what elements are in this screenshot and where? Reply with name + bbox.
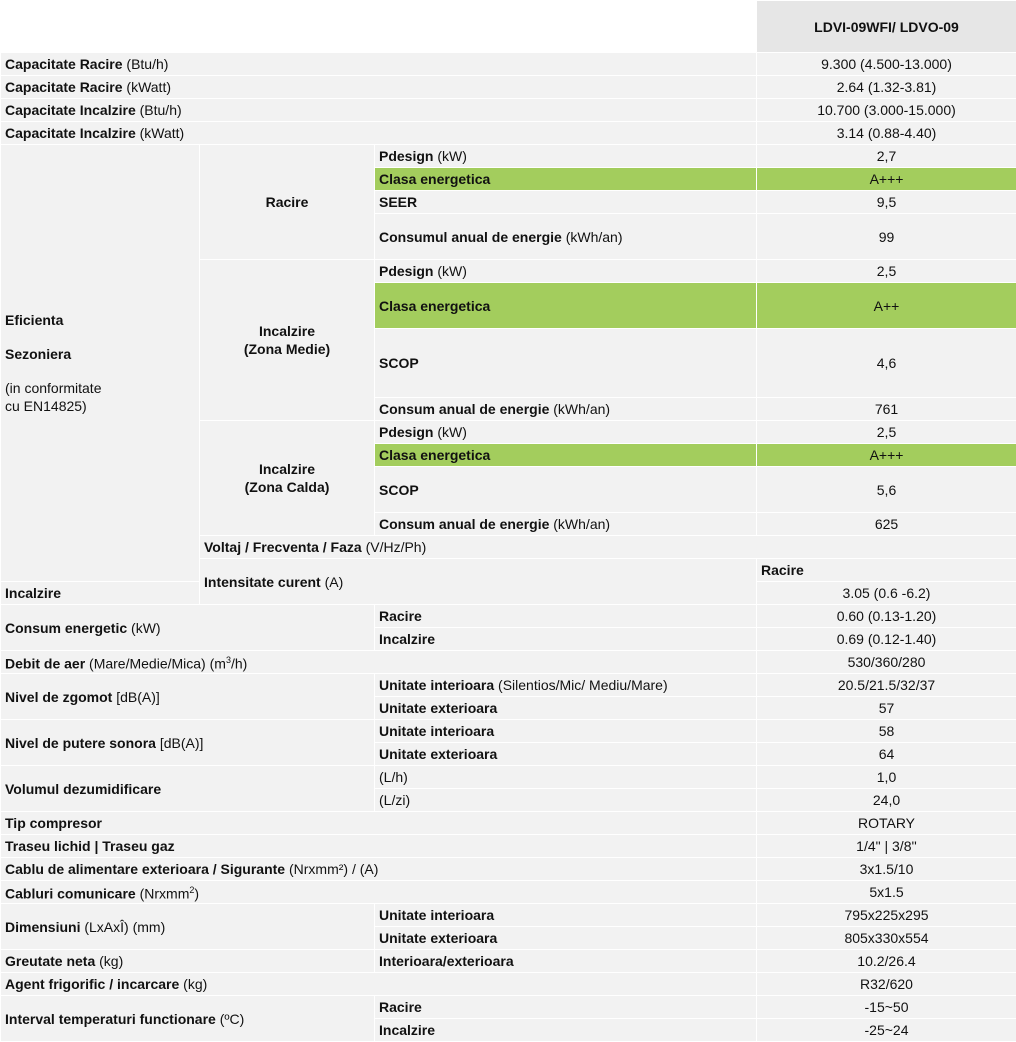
consum-value: 761 [757,398,1016,421]
row-value: 0.69 (0.12-1.40) [757,628,1016,651]
row-value: 58 [757,720,1016,743]
seer-value: 9,5 [757,191,1016,214]
sub-label: Unitate interioara (Silentios/Mic/ Mediu/Mare) [375,674,757,697]
sub-label: (L/zi) [375,789,757,812]
sub-label: Incalzire [375,1019,757,1042]
row-label: Capacitate Racire (kWatt) [1,76,757,99]
energy-class-value: A+++ [757,444,1016,467]
sub-label: Unitate exterioara [375,743,757,766]
row-label: Tip compresor [1,812,757,835]
row-value: 9.300 (4.500-13.000) [757,53,1016,76]
sub-label: Racire [375,996,757,1019]
row-value: R32/620 [757,973,1016,996]
sub-label: Incalzire [1,582,200,605]
row-value: ROTARY [757,812,1016,835]
row-value: 10.700 (3.000-15.000) [757,99,1016,122]
energy-class-value: A++ [757,283,1016,329]
sub-label: Racire [757,559,1016,582]
row-label: Traseu lichid | Traseu gaz [1,835,757,858]
consum-label: Consumul anual de energie (kWh/an) [375,214,757,260]
energy-class-label: Clasa energetica [375,168,757,191]
table-row [1,950,1016,973]
energy-class-value: A+++ [757,168,1016,191]
row-value: 795x225x295 [757,904,1016,927]
row-label: Nivel de zgomot [dB(A)] [1,674,375,720]
table-row [1,674,1016,697]
table-row [1,651,1016,674]
consum-value: 625 [757,513,1016,536]
table-row [1,812,1016,835]
table-row [1,904,1016,927]
row-value: 64 [757,743,1016,766]
eficienta-label: Eficienta Sezoniera (in conformitate cu EN14825) [1,145,200,582]
row-value: 1,0 [757,766,1016,789]
scop-label: SCOP [375,467,757,513]
sub-label: (L/h) [375,766,757,789]
row-value: 57 [757,697,1016,720]
row-label: Nivel de putere sonora [dB(A)] [1,720,375,766]
table-row [1,76,1016,99]
row-label: Dimensiuni (LxAxÎ) (mm) [1,904,375,950]
row-value: 20.5/21.5/32/37 [757,674,1016,697]
row-value: 24,0 [757,789,1016,812]
consum-label: Consum anual de energie (kWh/an) [375,398,757,421]
consum-label: Consum anual de energie (kWh/an) [375,513,757,536]
table-row [1,145,1016,168]
pdesign-value: 2,5 [757,421,1016,444]
pdesign-label: Pdesign (kW) [375,145,757,168]
incalzire-calda-group-label: Incalzire (Zona Calda) [200,421,375,536]
scop-label: SCOP [375,329,757,398]
row-label: Interval temperaturi functionare (ºC) [1,996,375,1042]
energy-class-label: Clasa energetica [375,283,757,329]
table-row [1,766,1016,789]
row-label: Cabluri comunicare (Nrxmm$^2$) [1,881,757,904]
model-header: LDVI-09WFI/ LDVO-09 [757,1,1016,53]
row-label: Cablu de alimentare exterioara / Sigurante (Nrxmm²) / (A) [1,858,757,881]
row-label: Debit de aer (Mare/Medie/Mica) $(m^3/h)$ [1,651,757,674]
row-label: Capacitate Racire (Btu/h) [1,53,757,76]
row-value: 3x1.5/10 [757,858,1016,881]
row-label: Capacitate Incalzire (Btu/h) [1,99,757,122]
table-row [1,973,1016,996]
sub-label: Interioara/exterioara [375,950,757,973]
table-row [1,122,1016,145]
row-value: 530/360/280 [757,651,1016,674]
sub-label: Unitate exterioara [375,697,757,720]
row-label: Volumul dezumidificare [1,766,375,812]
pdesign-value: 2,5 [757,260,1016,283]
sub-label: Incalzire [375,628,757,651]
row-label: Greutate neta (kg) [1,950,375,973]
consum-value: 99 [757,214,1016,260]
row-value: 10.2/26.4 [757,950,1016,973]
row-label: Agent frigorific / incarcare (kg) [1,973,757,996]
header-blank [1,1,757,53]
sub-label: Racire [375,605,757,628]
pdesign-label: Pdesign (kW) [375,421,757,444]
row-label: Capacitate Incalzire (kWatt) [1,122,757,145]
row-value: 805x330x554 [757,927,1016,950]
pdesign-label: Pdesign (kW) [375,260,757,283]
row-value: 5x1.5 [757,881,1016,904]
table-row [1,881,1016,904]
header-row [1,1,1016,53]
table-row [1,858,1016,881]
pdesign-value: 2,7 [757,145,1016,168]
row-label: Intensitate curent (A) [200,559,757,605]
seer-label: SEER [375,191,757,214]
table-row [1,99,1016,122]
scop-value: 4,6 [757,329,1016,398]
racire-group-label: Racire [200,145,375,260]
table-row [1,720,1016,743]
row-label: Consum energetic (kW) [1,605,375,651]
sub-label: Unitate interioara [375,720,757,743]
sub-label: Unitate exterioara [375,927,757,950]
row-value: 0.60 (0.13-1.20) [757,605,1016,628]
row-value: 1/4" | 3/8'' [757,835,1016,858]
row-label: Voltaj / Frecventa / Faza (V/Hz/Ph) [200,536,1016,559]
row-value: -15~50 [757,996,1016,1019]
sub-label: Unitate interioara [375,904,757,927]
row-value: 2.64 (1.32-3.81) [757,76,1016,99]
row-value: 3.14 (0.88-4.40) [757,122,1016,145]
row-value: 3.05 (0.6 -6.2) [757,582,1016,605]
energy-class-label: Clasa energetica [375,444,757,467]
table-row [1,835,1016,858]
table-row [1,996,1016,1019]
scop-value: 5,6 [757,467,1016,513]
table-row [1,53,1016,76]
table-row [1,605,1016,628]
incalzire-medie-group-label: Incalzire (Zona Medie) [200,260,375,421]
row-value: -25~24 [757,1019,1016,1042]
